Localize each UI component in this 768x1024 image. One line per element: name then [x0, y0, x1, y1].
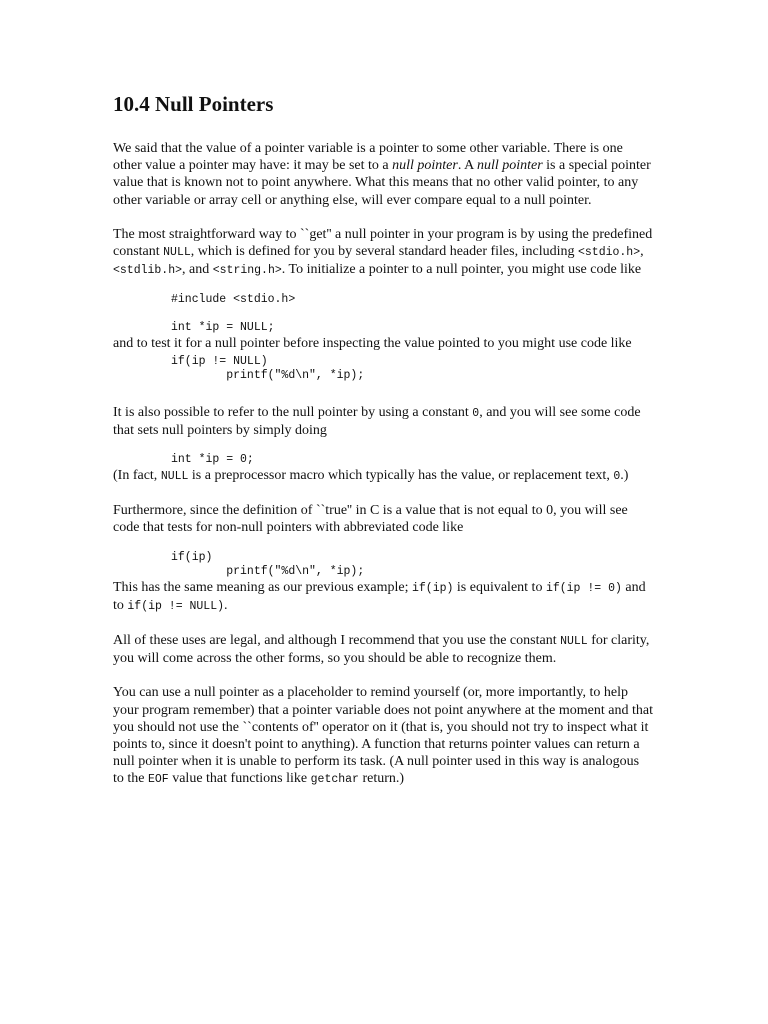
text: is equivalent to: [453, 579, 546, 595]
text: This has the same meaning as our previous example;: [113, 579, 412, 595]
text: All of these uses are legal, and although I recommend that you use the constant: [113, 633, 561, 649]
code-block-init: #include <stdio.h> int *ip = NULL;: [171, 293, 296, 335]
paragraph-placeholder: [113, 684, 653, 788]
code-block-zero: int *ip = 0;: [171, 453, 254, 467]
inline-code: <stdlib.h>: [113, 264, 183, 278]
inline-code: <string.h>: [212, 264, 282, 278]
text: value that functions like: [168, 771, 311, 787]
code-block-abbrev: if(ip) printf("%d\n", *ip);: [171, 550, 365, 578]
document-page: [113, 90, 653, 789]
text: The most straightforward way to ``get'' a null pointer in your program is by using the predefined constant: [113, 226, 653, 260]
inline-code: getchar: [310, 773, 359, 787]
code-block-test: if(ip != NULL) printf("%d\n", *ip);: [171, 354, 365, 382]
text: is a special pointer value that is known not to point anywhere. What this means that no other valid pointer, to any other variable or array cell or anything else, will ever compare equal to a null pointer.: [113, 158, 651, 208]
text: You can use a null pointer as a placeholder to remind yourself (or, more importantly, to help your program remember) that a pointer variable does not point anywhere at the moment and that you should not use the ``contents of'' operator on it (that is, you should not try to inspect what it points to, since it doesn't point to anything). A function that returns pointer values can return a null pointer when it is unable to perform its task. (A null pointer used in this way is analogous to the: [113, 685, 653, 787]
paragraph-test: and to test it for a null pointer before inspecting the value pointed to you might use code like: [113, 336, 632, 352]
section-title: 10.4 Null Pointers: [113, 92, 274, 116]
paragraph-legal: [113, 632, 653, 667]
paragraph-get-null: [113, 226, 653, 280]
text: . To initialize a pointer to a null pointer, you might use code like: [281, 262, 642, 278]
text: , and: [182, 262, 213, 278]
paragraph-macro: [113, 467, 653, 485]
text: for clarity, you will come across the other forms, so you should be able to recognize them.: [113, 633, 650, 667]
text: is a preprocessor macro which typically has the value, or replacement text,: [188, 468, 614, 484]
text: We said that the value of a pointer variable is a pointer to some other variable. There is one other value a pointer may have: it may be set to a: [113, 141, 623, 174]
paragraph-true: Furthermore, since the definition of ``true'' in C is a value that is not equal to 0, you will see code that tests for non-null pointers with abbreviated code like: [113, 503, 628, 536]
inline-code: if(ip != NULL): [127, 599, 225, 613]
inline-code: if(ip): [411, 581, 454, 595]
text: ,: [640, 244, 644, 260]
paragraph-same-meaning: [113, 579, 653, 615]
text: It is also possible to refer to the null pointer by using a constant: [113, 404, 473, 420]
paragraph-constant-zero: [113, 404, 653, 439]
text: .: [224, 597, 228, 613]
text: (In fact,: [113, 468, 161, 484]
inline-code: NULL: [560, 635, 588, 649]
inline-code: NULL: [160, 470, 189, 484]
inline-code: 0: [472, 406, 480, 420]
text: .): [620, 468, 629, 484]
text: . A: [457, 158, 477, 174]
emphasis: null pointer: [476, 158, 543, 174]
text: return.): [358, 771, 405, 787]
inline-code: 0: [613, 470, 621, 484]
text: and to: [113, 579, 646, 613]
text: , and you will see some code that sets null pointers by simply doing: [113, 404, 641, 438]
inline-code: <stdio.h>: [577, 246, 641, 260]
paragraph-intro: [113, 140, 653, 209]
text: , which is defined for you by several standard header files, including: [190, 244, 578, 260]
inline-code: EOF: [148, 773, 169, 787]
inline-code: NULL: [163, 246, 191, 260]
emphasis: null pointer: [392, 158, 458, 174]
inline-code: if(ip != 0): [545, 581, 622, 595]
